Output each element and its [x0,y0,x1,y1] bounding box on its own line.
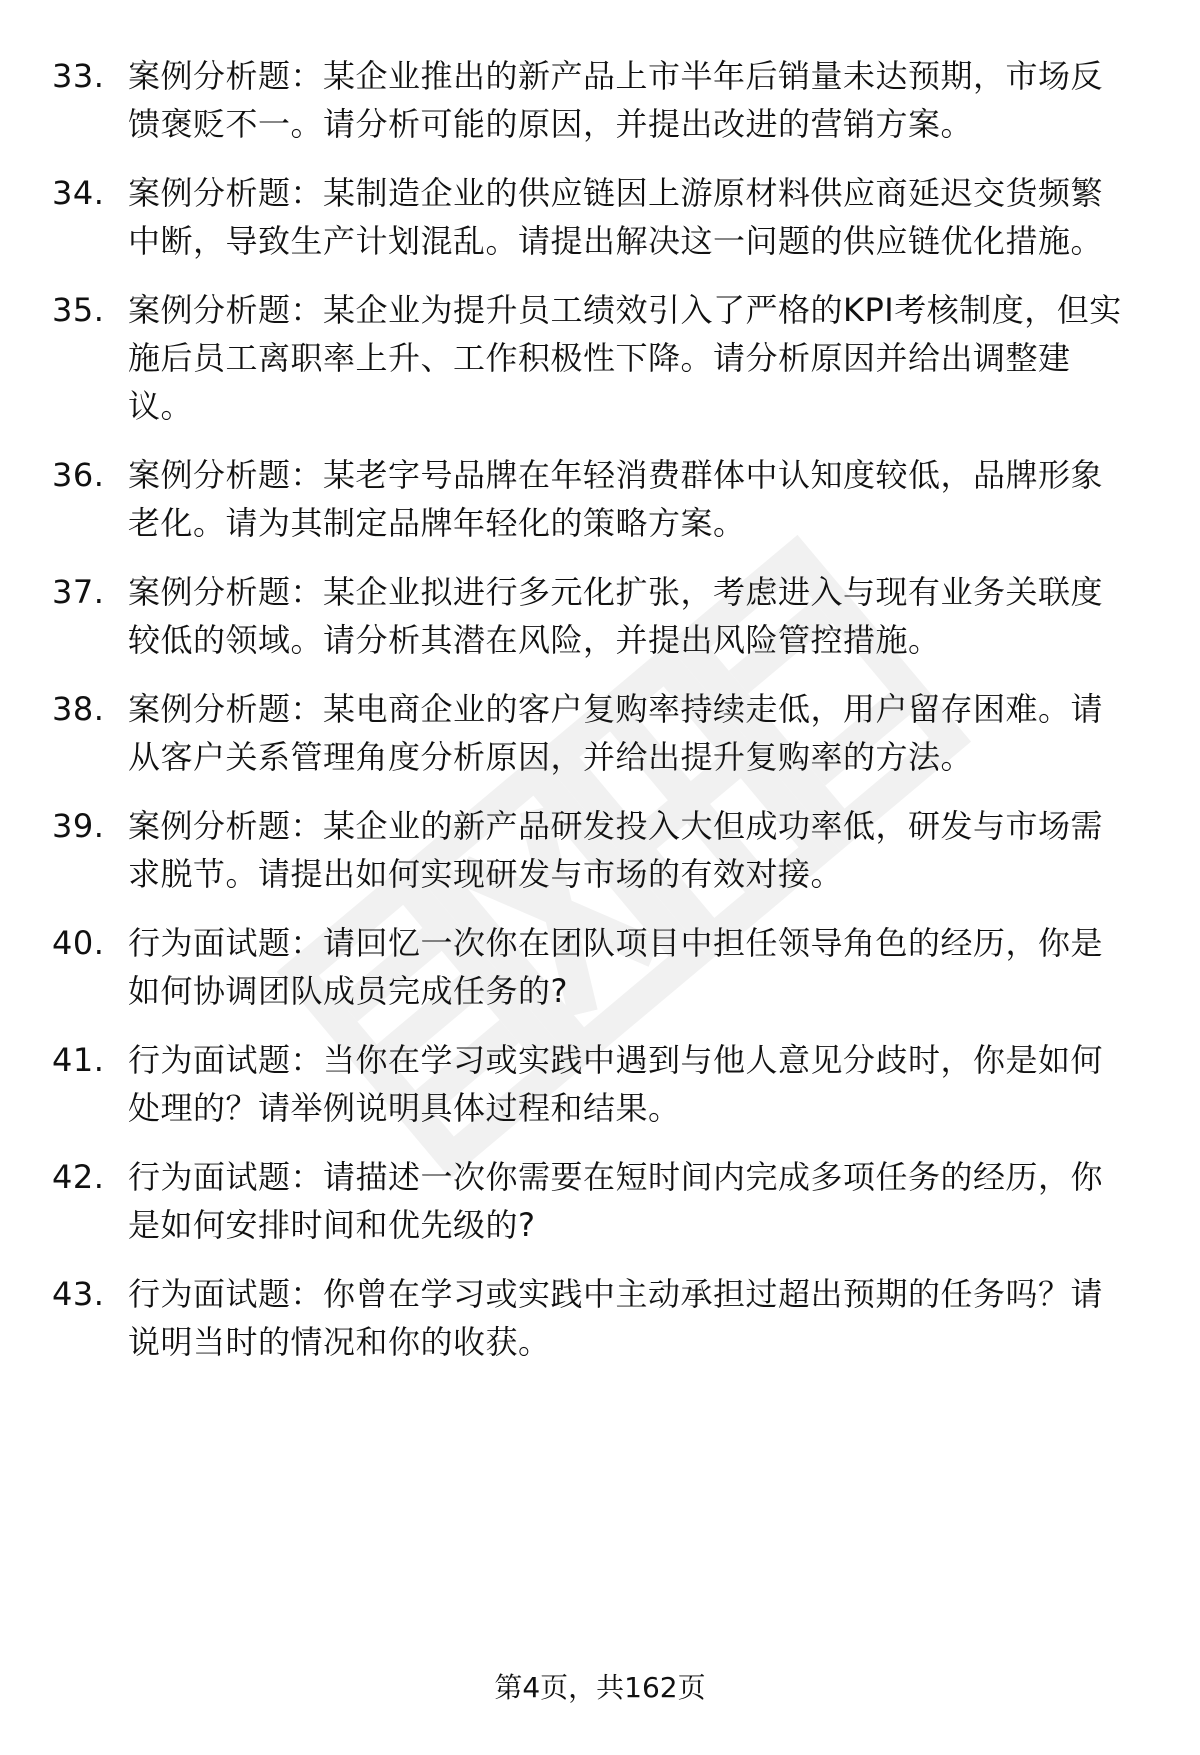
question-text: 案例分析题：某企业拟进行多元化扩张，考虑进入与现有业务关联度较低的领域。请分析其潜在风险，并提出风险管控措施。 [128,573,1104,659]
question-item [0,802,1200,898]
question-item [0,451,1200,547]
question-number: 41. [52,1041,105,1079]
question-text: 案例分析题：某老字号品牌在年轻消费群体中认知度较低，品牌形象老化。请为其制定品牌年轻化的策略方案。 [128,456,1104,542]
question-text: 行为面试题：请回忆一次你在团队项目中担任领导角色的经历，你是如何协调团队成员完成任务的? [128,924,1104,1010]
question-list [0,52,1200,1387]
page-number-label: 第4页，共162页 [494,1671,706,1704]
question-text: 案例分析题：某企业推出的新产品上市半年后销量未达预期，市场反馈褒贬不一。请分析可能的原因，并提出改进的营销方案。 [128,57,1104,143]
question-number: 34. [52,174,105,212]
question-text: 行为面试题：当你在学习或实践中遇到与他人意见分歧时，你是如何处理的？请举例说明具体过程和结果。 [128,1041,1104,1127]
question-number: 37. [52,573,105,611]
question-item [0,1270,1200,1366]
question-item [0,1153,1200,1249]
question-number: 43. [52,1275,105,1313]
question-text: 案例分析题：某企业的新产品研发投入大但成功率低，研发与市场需求脱节。请提出如何实现研发与市场的有效对接。 [128,807,1104,893]
question-number: 35. [52,291,105,329]
question-item [0,52,1200,148]
question-number: 42. [52,1158,105,1196]
question-number: 36. [52,456,105,494]
question-number: 38. [52,690,105,728]
page-footer [0,1668,1200,1708]
question-text: 行为面试题：请描述一次你需要在短时间内完成多项任务的经历，你是如何安排时间和优先级的? [128,1158,1104,1244]
question-item [0,685,1200,781]
question-text: 案例分析题：某电商企业的客户复购率持续走低，用户留存困难。请从客户关系管理角度分析原因，并给出提升复购率的方法。 [128,690,1104,776]
question-item [0,568,1200,664]
question-text: 案例分析题：某制造企业的供应链因上游原材料供应商延迟交货频繁中断，导致生产计划混乱。请提出解决这一问题的供应链优化措施。 [128,174,1104,260]
question-item [0,286,1200,430]
question-text: 行为面试题：你曾在学习或实践中主动承担过超出预期的任务吗？请说明当时的情况和你的收获。 [128,1275,1104,1361]
question-number: 39. [52,807,105,845]
question-text: 案例分析题：某企业为提升员工绩效引入了严格的KPI考核制度，但实施后员工离职率上升、工作积极性下降。请分析原因并给出调整建议。 [128,291,1122,425]
question-item [0,919,1200,1015]
question-item [0,1036,1200,1132]
question-number: 33. [52,57,105,95]
question-item [0,169,1200,265]
question-number: 40. [52,924,105,962]
